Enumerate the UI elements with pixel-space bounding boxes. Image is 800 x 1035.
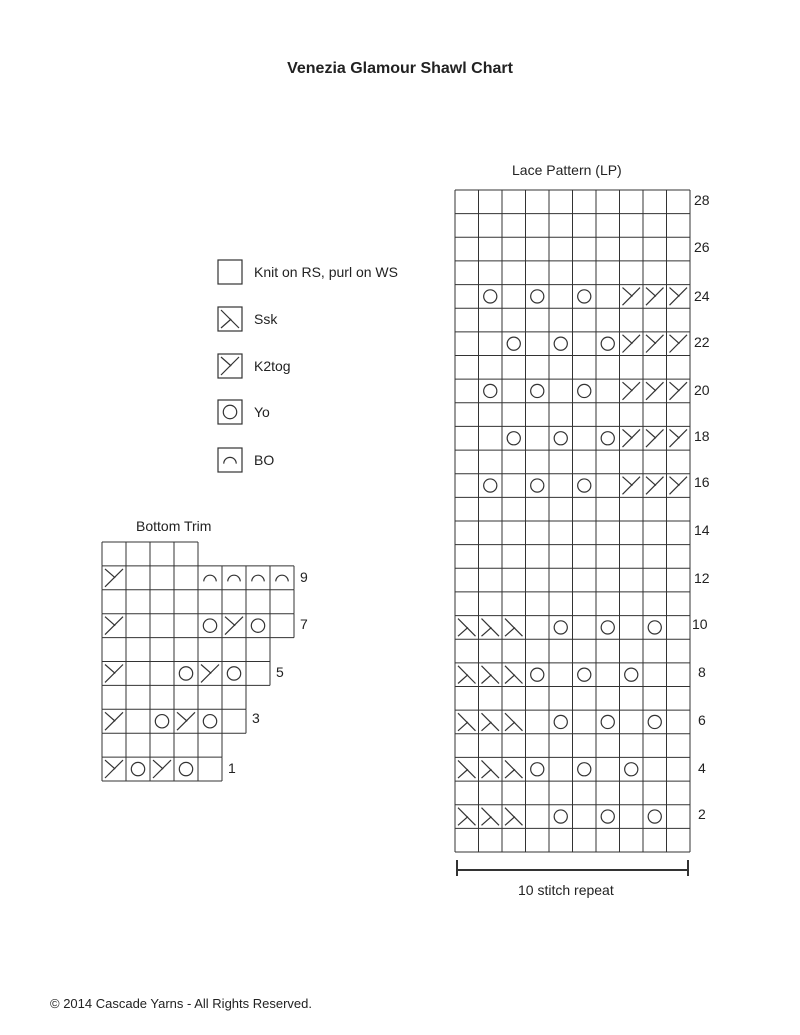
ssk-stroke (482, 722, 492, 731)
yo-circle (531, 384, 544, 397)
k2tog-stroke (670, 429, 680, 438)
k2tog-symbol (670, 335, 688, 353)
k2tog-stroke (646, 335, 656, 344)
k2tog-symbol (177, 712, 195, 730)
lp-row-label-14: 14 (694, 522, 710, 538)
k2tog-symbol (670, 288, 688, 306)
ssk-stroke (458, 769, 468, 778)
repeat-label: 10 stitch repeat (518, 882, 614, 898)
ssk-symbol (221, 310, 239, 328)
yo-circle (625, 763, 638, 776)
ssk-symbol (505, 760, 523, 778)
yo-circle (601, 432, 614, 445)
yo-symbol (601, 810, 614, 823)
yo-circle (484, 479, 497, 492)
yo-circle (203, 715, 216, 728)
yo-circle (251, 619, 264, 632)
bottom-trim-grid (102, 542, 294, 781)
bottom-trim-symbols (105, 569, 288, 778)
yo-circle (648, 621, 661, 634)
yo-symbol (554, 432, 567, 445)
k2tog-symbol (221, 357, 239, 375)
ssk-stroke (482, 627, 492, 636)
yo-symbol (484, 479, 497, 492)
k2tog-stroke (670, 288, 680, 297)
yo-symbol (179, 667, 192, 680)
yo-circle (578, 479, 591, 492)
yo-symbol (554, 337, 567, 350)
yo-circle (531, 668, 544, 681)
bo-arc (252, 575, 264, 581)
ssk-symbol (458, 666, 476, 684)
yo-symbol (648, 810, 661, 823)
ssk-symbol (482, 619, 500, 637)
yo-circle (578, 290, 591, 303)
k2tog-symbol (105, 712, 123, 730)
yo-symbol (531, 479, 544, 492)
yo-circle (554, 432, 567, 445)
yo-symbol (578, 384, 591, 397)
k2tog-symbol (105, 760, 123, 778)
yo-circle (179, 762, 192, 775)
legend-label-bo: BO (254, 452, 275, 468)
yo-symbol (531, 668, 544, 681)
k2tog-stroke (105, 712, 115, 721)
k2tog-symbol (105, 665, 123, 683)
ssk-stroke (458, 675, 468, 684)
k2tog-stroke (105, 617, 115, 626)
yo-circle (531, 290, 544, 303)
ssk-symbol (482, 808, 500, 826)
k2tog-stroke (623, 335, 633, 344)
lace-pattern-title: Lace Pattern (LP) (512, 162, 622, 178)
bo-arc (276, 575, 288, 581)
yo-circle (531, 763, 544, 776)
yo-circle (507, 432, 520, 445)
yo-symbol (601, 432, 614, 445)
yo-symbol (531, 763, 544, 776)
ssk-stroke (458, 722, 468, 731)
k2tog-stroke (670, 335, 680, 344)
ssk-symbol (458, 760, 476, 778)
ssk-stroke (505, 722, 515, 731)
lp-row-label-22: 22 (694, 334, 710, 350)
ssk-symbol (505, 666, 523, 684)
bo-symbol (276, 575, 288, 581)
k2tog-stroke (646, 288, 656, 297)
k2tog-symbol (623, 335, 641, 353)
yo-circle (484, 384, 497, 397)
repeat-bracket (457, 860, 688, 876)
yo-symbol (625, 668, 638, 681)
ssk-stroke (482, 817, 492, 826)
lp-row-label-26: 26 (694, 239, 710, 255)
yo-symbol (531, 384, 544, 397)
yo-circle (578, 668, 591, 681)
k2tog-symbol (646, 335, 664, 353)
yo-symbol (601, 621, 614, 634)
yo-symbol (131, 762, 144, 775)
ssk-symbol (505, 808, 523, 826)
yo-circle (554, 810, 567, 823)
k2tog-symbol (105, 617, 123, 635)
k2tog-symbol (670, 429, 688, 447)
k2tog-symbol (646, 288, 664, 306)
ssk-stroke (505, 769, 515, 778)
yo-symbol (648, 621, 661, 634)
bo-symbol (228, 575, 240, 581)
ssk-symbol (482, 713, 500, 731)
yo-symbol (601, 715, 614, 728)
yo-symbol (203, 619, 216, 632)
yo-circle (625, 668, 638, 681)
ssk-stroke (505, 817, 515, 826)
legend-label-k2tog: K2tog (254, 358, 291, 374)
k2tog-symbol (153, 760, 171, 778)
lp-row-label-24: 24 (694, 288, 710, 304)
bottom-trim-title: Bottom Trim (136, 518, 212, 534)
yo-symbol (484, 384, 497, 397)
bo-symbol (252, 575, 264, 581)
k2tog-symbol (670, 382, 688, 400)
k2tog-stroke (623, 429, 633, 438)
yo-circle (554, 715, 567, 728)
k2tog-stroke (105, 569, 115, 578)
yo-symbol (601, 337, 614, 350)
yo-symbol (507, 432, 520, 445)
k2tog-symbol (201, 665, 219, 683)
lp-row-label-4: 4 (698, 760, 706, 776)
k2tog-stroke (646, 477, 656, 486)
k2tog-stroke (153, 760, 163, 769)
yo-circle (578, 384, 591, 397)
k2tog-stroke (623, 477, 633, 486)
bt-row-label-5: 5 (276, 664, 284, 680)
k2tog-symbol (225, 617, 243, 635)
bt-row-label-7: 7 (300, 616, 308, 632)
yo-circle (648, 810, 661, 823)
yo-circle (578, 763, 591, 776)
k2tog-stroke (623, 288, 633, 297)
yo-circle (227, 667, 240, 680)
yo-circle (648, 715, 661, 728)
yo-circle (484, 290, 497, 303)
yo-symbol (531, 290, 544, 303)
legend-label-ssk: Ssk (254, 311, 278, 327)
lp-row-label-10: 10 (692, 616, 708, 632)
yo-circle (601, 621, 614, 634)
ssk-stroke (482, 769, 492, 778)
k2tog-stroke (646, 429, 656, 438)
legend-label-yo: Yo (254, 404, 270, 420)
k2tog-stroke (623, 382, 633, 391)
yo-symbol (554, 621, 567, 634)
lp-row-label-8: 8 (698, 664, 706, 680)
yo-symbol (155, 715, 168, 728)
lp-row-label-28: 28 (694, 192, 710, 208)
yo-circle (179, 667, 192, 680)
k2tog-symbol (670, 477, 688, 495)
k2tog-stroke (646, 382, 656, 391)
legend-swatch-knit (218, 260, 242, 284)
yo-symbol (578, 668, 591, 681)
k2tog-symbol (623, 288, 641, 306)
k2tog-stroke (670, 477, 680, 486)
bt-row-label-9: 9 (300, 569, 308, 585)
yo-circle (203, 619, 216, 632)
yo-circle (554, 621, 567, 634)
ssk-symbol (458, 808, 476, 826)
lp-row-label-12: 12 (694, 570, 710, 586)
bo-arc (204, 575, 216, 581)
ssk-symbol (505, 619, 523, 637)
bt-row-label-1: 1 (228, 760, 236, 776)
bo-symbol (204, 575, 216, 581)
yo-symbol (625, 763, 638, 776)
chart-title: Venezia Glamour Shawl Chart (287, 60, 513, 77)
k2tog-stroke (201, 665, 211, 674)
ssk-symbol (458, 713, 476, 731)
yo-circle (507, 337, 520, 350)
ssk-stroke (458, 817, 468, 826)
yo-symbol (484, 290, 497, 303)
yo-circle (223, 405, 236, 418)
yo-symbol (223, 405, 236, 418)
yo-symbol (251, 619, 264, 632)
yo-circle (601, 810, 614, 823)
k2tog-symbol (623, 477, 641, 495)
ssk-symbol (482, 760, 500, 778)
k2tog-symbol (646, 382, 664, 400)
k2tog-stroke (670, 382, 680, 391)
k2tog-stroke (221, 357, 231, 366)
yo-symbol (554, 810, 567, 823)
yo-symbol (203, 715, 216, 728)
k2tog-stroke (105, 665, 115, 674)
legend-swatch-yo (218, 400, 242, 424)
bo-symbol (224, 457, 236, 463)
copyright-notice: © 2014 Cascade Yarns - All Rights Reserved. (50, 996, 313, 1011)
k2tog-symbol (623, 382, 641, 400)
k2tog-stroke (177, 712, 187, 721)
yo-circle (554, 337, 567, 350)
yo-symbol (578, 479, 591, 492)
lp-row-label-18: 18 (694, 428, 710, 444)
yo-symbol (554, 715, 567, 728)
bo-arc (228, 575, 240, 581)
k2tog-stroke (105, 760, 115, 769)
yo-circle (601, 715, 614, 728)
yo-circle (131, 762, 144, 775)
legend-swatch-bo (218, 448, 242, 472)
lp-row-label-16: 16 (694, 474, 710, 490)
ssk-symbol (482, 666, 500, 684)
k2tog-symbol (646, 429, 664, 447)
yo-circle (601, 337, 614, 350)
yo-symbol (578, 763, 591, 776)
k2tog-stroke (225, 617, 235, 626)
ssk-stroke (458, 627, 468, 636)
k2tog-symbol (646, 477, 664, 495)
ssk-stroke (221, 319, 231, 328)
bt-row-label-3: 3 (252, 710, 260, 726)
k2tog-symbol (623, 429, 641, 447)
lp-row-label-20: 20 (694, 382, 710, 398)
ssk-stroke (505, 627, 515, 636)
lp-row-label-6: 6 (698, 712, 706, 728)
ssk-stroke (505, 675, 515, 684)
yo-symbol (578, 290, 591, 303)
lp-row-label-2: 2 (698, 806, 706, 822)
yo-symbol (648, 715, 661, 728)
yo-symbol (507, 337, 520, 350)
legend-label-knit: Knit on RS, purl on WS (254, 264, 398, 280)
bo-arc (224, 457, 236, 463)
ssk-stroke (482, 675, 492, 684)
yo-circle (155, 715, 168, 728)
ssk-symbol (458, 619, 476, 637)
yo-circle (531, 479, 544, 492)
ssk-symbol (505, 713, 523, 731)
yo-symbol (227, 667, 240, 680)
k2tog-symbol (105, 569, 123, 587)
yo-symbol (179, 762, 192, 775)
